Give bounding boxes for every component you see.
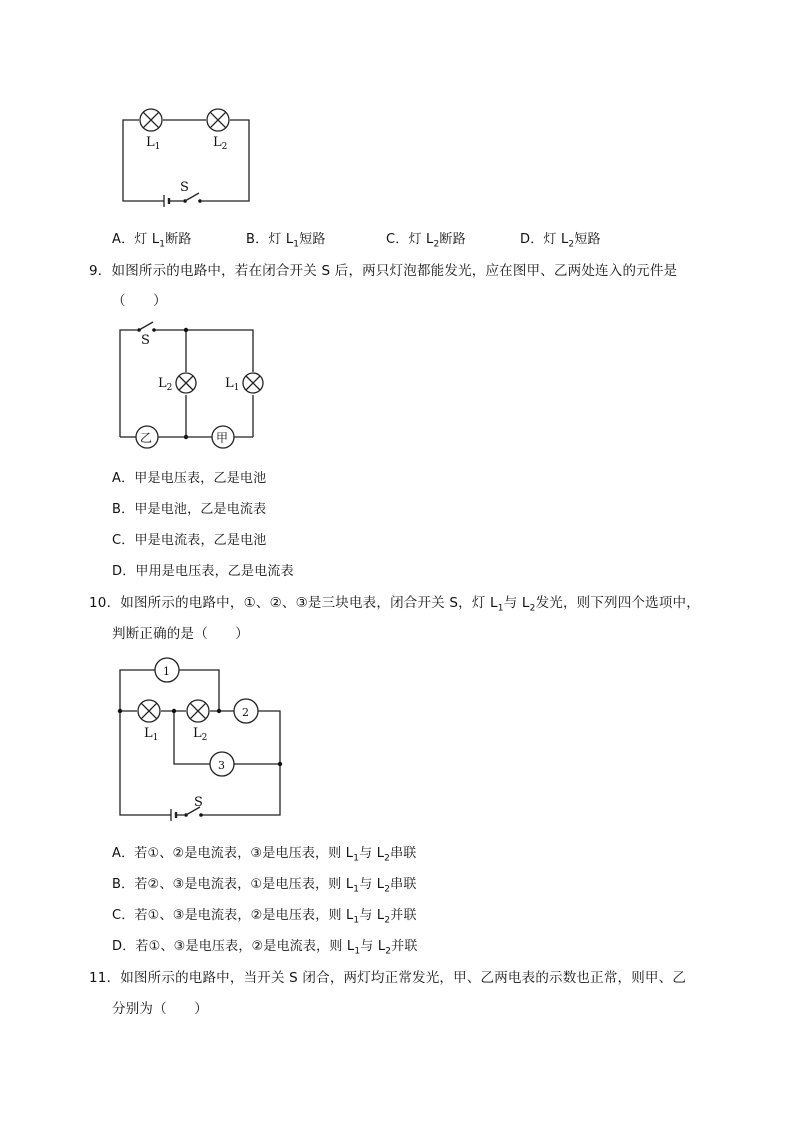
q10-lamp-l2-label: $L_2$ [193, 726, 208, 743]
q8-lamp-l2 [207, 109, 229, 131]
q10-option-d-mid: 与 L [360, 939, 386, 954]
q9-lamp-l2-label: $L_2$ [158, 376, 173, 393]
q8-option-b-post: 短路 [299, 232, 326, 247]
q8-option-c-sub: 2 [433, 239, 440, 250]
q10-lamp-l1-label: $L_1$ [144, 726, 159, 743]
q9-lamp-l2 [176, 373, 196, 393]
q8-option-b[interactable] [246, 228, 326, 250]
q8-lamp-l1-label: $L_1$ [146, 135, 161, 152]
q8-option-a-post: 断路 [165, 232, 192, 247]
q8-option-c-post: 断路 [439, 232, 466, 247]
q11-stem-line2: 分别为（ ） [112, 1001, 208, 1017]
q10-circuit-diagram [118, 658, 282, 821]
q9-lamp-l1 [243, 373, 263, 393]
q9-option-b[interactable]: B．甲是电池，乙是电流表 [112, 502, 267, 517]
q10-option-b-sub2: 2 [384, 884, 391, 895]
q10-meter-3-label: 3 [218, 759, 225, 772]
q9-option-c[interactable]: C．甲是电流表，乙是电池 [112, 533, 267, 548]
q10-option-d[interactable] [112, 935, 418, 957]
q9-jia-label: 甲 [216, 431, 229, 445]
q10-option-c-sub1: 1 [353, 915, 360, 926]
q9-yi-label: 乙 [140, 431, 153, 445]
q10-stem-sub2: 2 [529, 603, 536, 614]
q9-switch-blade [139, 322, 153, 330]
q10-stem-line2: 判断正确的是（ ） [112, 626, 249, 642]
q10-stem-post: 发光，则下列四个选项中， [535, 595, 700, 611]
q10-option-d-sub2: 2 [385, 946, 392, 957]
q10-option-c-mid: 与 L [359, 908, 385, 923]
q8-circuit-diagram [123, 109, 249, 207]
q10-option-a-sub1: 1 [353, 853, 360, 864]
q10-stem-sub1: 1 [497, 603, 504, 614]
q8-option-b-text: B．灯 L [246, 232, 294, 247]
q9-lamp-l1-label: $L_1$ [225, 376, 240, 393]
q10-option-c-text: C．若①、③是电流表，②是电压表，则 L [112, 908, 354, 923]
q10-option-a-sub2: 2 [384, 853, 391, 864]
q10-stem-pre: 10．如图所示的电路中，①、②、③是三块电表，闭合开关 S，灯 L [89, 595, 498, 611]
q10-stem-mid: 与 L [503, 595, 530, 611]
q10-option-d-post: 并联 [391, 939, 418, 954]
q8-option-d-text: D．灯 L [520, 232, 569, 247]
q9-option-d[interactable]: D．甲用是电压表，乙是电流表 [112, 564, 294, 579]
q10-option-c-post: 并联 [390, 908, 417, 923]
q9-stem: 9．如图所示的电路中，若在闭合开关 S 后，两只灯泡都能发光，应在图甲、乙两处连入的元件是 [89, 263, 678, 279]
q10-option-a[interactable] [112, 842, 417, 864]
q10-option-d-text: D．若①、③是电压表，②是电流表，则 L [112, 939, 355, 954]
q10-meter-2-label: 2 [242, 706, 249, 719]
q9-blank: （ ） [112, 293, 167, 309]
q8-option-a[interactable] [112, 228, 192, 250]
q9-option-a[interactable]: A．甲是电压表，乙是电池 [112, 471, 267, 486]
q10-option-c-sub2: 2 [384, 915, 391, 926]
q9-switch-label: S [141, 333, 150, 348]
q10-option-a-post: 串联 [390, 846, 417, 861]
q8-option-d-post: 短路 [574, 232, 601, 247]
q8-option-c-text: C．灯 L [386, 232, 434, 247]
q10-option-b[interactable] [112, 873, 417, 895]
q8-switch-label: S [180, 180, 189, 195]
q8-option-d[interactable] [520, 228, 601, 250]
q10-stem [89, 591, 700, 614]
q10-option-a-text: A．若①、②是电流表，③是电压表，则 L [112, 846, 354, 861]
q8-option-d-sub: 2 [568, 239, 575, 250]
q9-circuit-diagram [120, 322, 263, 448]
q10-option-a-mid: 与 L [359, 846, 385, 861]
q10-option-b-text: B．若②、③是电流表，①是电压表，则 L [112, 877, 354, 892]
q10-lamp-l1 [138, 700, 160, 722]
q8-option-a-text: A．灯 L [112, 232, 160, 247]
q8-lamp-l1 [140, 109, 162, 131]
q10-switch-label: S [194, 795, 203, 810]
q10-meter-1-label: 1 [163, 665, 170, 678]
q10-option-b-post: 串联 [390, 877, 417, 892]
q8-option-b-sub: 1 [293, 239, 300, 250]
q10-lamp-l2 [187, 700, 209, 722]
q10-option-b-mid: 与 L [359, 877, 385, 892]
q10-option-c[interactable] [112, 904, 417, 926]
q8-lamp-l2-label: $L_2$ [213, 135, 228, 152]
q8-option-a-sub: 1 [159, 239, 166, 250]
q10-option-b-sub1: 1 [353, 884, 360, 895]
q8-option-c[interactable] [386, 228, 466, 250]
q11-stem: 11．如图所示的电路中，当开关 S 闭合，两灯均正常发光，甲、乙两电表的示数也正常，则甲、乙 [89, 970, 687, 986]
q10-option-d-sub1: 1 [354, 946, 361, 957]
